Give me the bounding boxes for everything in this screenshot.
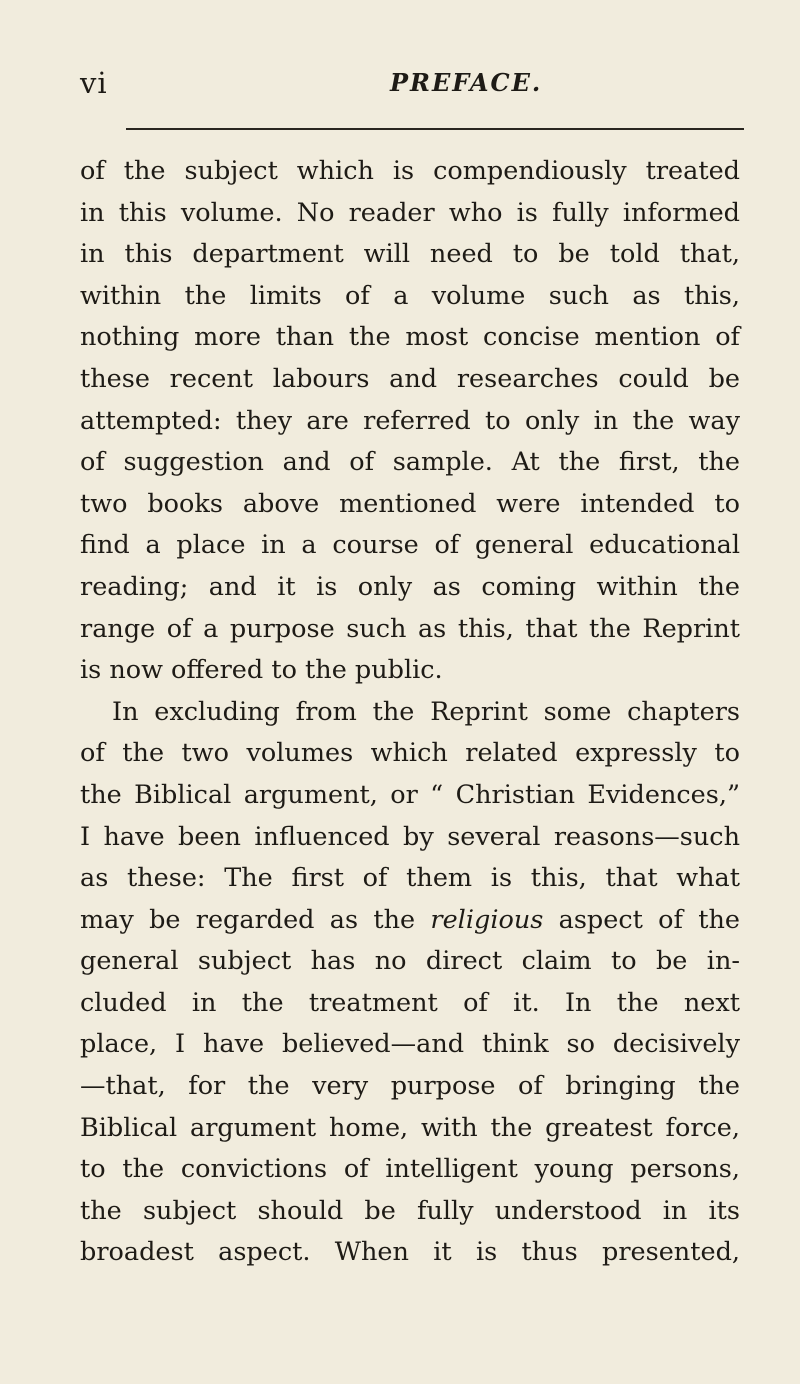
paragraph-start-line: In excluding from the Reprint some chapters xyxy=(112,696,740,727)
text-line: is now offered to the public. xyxy=(80,655,443,686)
text-line: general subject has no direct claim to be in- xyxy=(80,946,740,977)
text-line: attempted: they are referred to only in the way xyxy=(80,405,740,436)
text-line-with-italic xyxy=(80,900,740,942)
text-line: place, I have believed—and think so decisively xyxy=(80,1029,740,1060)
text-line: —that, for the very purpose of bringing the xyxy=(80,1071,740,1102)
text-line: range of a purpose such as this, that the Reprint xyxy=(80,613,740,644)
text-line: of the two volumes which related expressly to xyxy=(80,738,740,769)
text-line: of the subject which is compendiously treated xyxy=(80,156,740,186)
body-text xyxy=(80,151,740,1274)
text-line: cluded in the treatment of it. In the next xyxy=(80,987,740,1018)
text-line: Biblical argument home, with the greatest force, xyxy=(80,1112,740,1143)
text-line: within the limits of a volume such as this, xyxy=(80,280,740,311)
text-segment: aspect of the xyxy=(543,904,740,935)
header-rule xyxy=(126,128,744,130)
text-line: to the convictions of intelligent young persons, xyxy=(80,1154,740,1185)
italic-word: religious xyxy=(430,904,544,935)
text-line: find a place in a course of general educational xyxy=(80,530,740,561)
text-line: the subject should be fully understood in its xyxy=(80,1195,740,1226)
text-line: I have been influenced by several reasons—such xyxy=(80,821,740,852)
text-line: of suggestion and of sample. At the first, the xyxy=(80,447,740,478)
text-line: in this volume. No reader who is fully informed xyxy=(80,197,740,228)
page-header xyxy=(80,66,744,106)
text-line: as these: The first of them is this, that what xyxy=(80,863,740,894)
running-title: PREFACE. xyxy=(390,68,543,97)
text-line: in this department will need to be told that, xyxy=(80,239,740,270)
text-line: these recent labours and researches could be xyxy=(80,363,740,394)
page-number: vi xyxy=(80,66,108,100)
text-line: two books above mentioned were intended to xyxy=(80,488,740,519)
text-line: the Biblical argument, or “ Christian Evidences,” xyxy=(80,779,740,810)
text-line: broadest aspect. When it is thus presented, xyxy=(80,1237,740,1268)
text-line: nothing more than the most concise mention of xyxy=(80,322,740,353)
text-line: reading; and it is only as coming within the xyxy=(80,571,740,602)
text-segment: may be regarded as the xyxy=(80,904,431,935)
